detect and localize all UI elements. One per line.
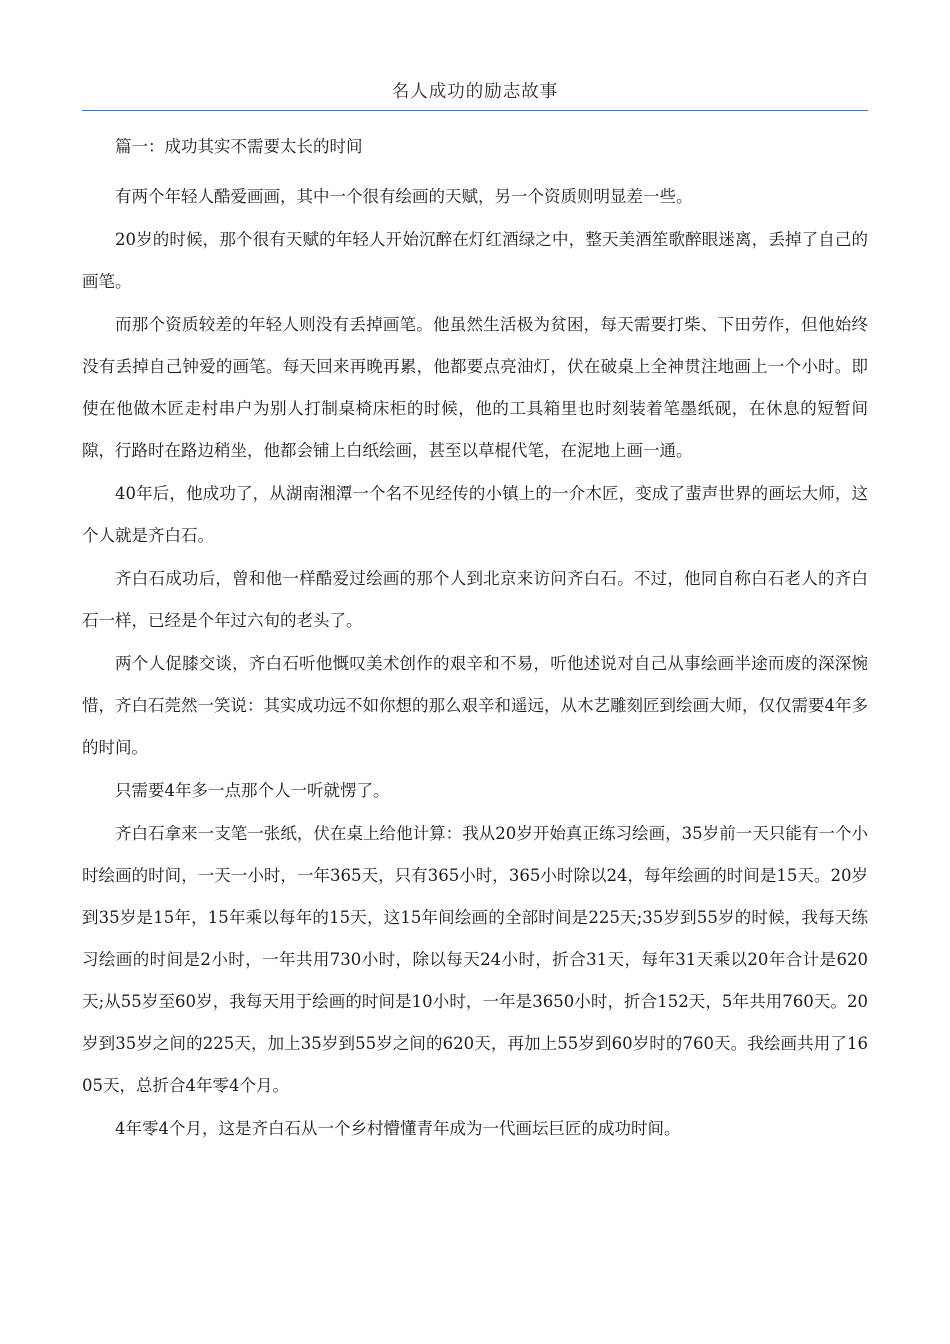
paragraph: 齐白石拿来一支笔一张纸，伏在桌上给他计算：我从20岁开始真正练习绘画，35岁前一天只能有一个小时绘画的时间，一天一小时，一年365天，只有365小时，365小时除以24，每年绘画的时间是15天。20岁到35岁是15年，15年乘以每年的15天，这15年间绘画的全部时间是225天;35岁到55岁的时候，我每天练习绘画的时间是2小时，一年共用730小时，除以每天24小时，折合31天，每年31天乘以20年合计是620天;从55岁至60岁，我每天用于绘画的时间是10小时，一年是3650小时，折合152天，5年共用760天。20岁到35岁之间的225天，加上35岁到55岁之间的620天，再加上55岁到60岁时的760天。我绘画共用了1605天，总折合4年零4个月。: [82, 824, 868, 1095]
paragraph: 而那个资质较差的年轻人则没有丢掉画笔。他虽然生活极为贫困，每天需要打柴、下田劳作，但他始终没有丢掉自己钟爱的画笔。每天回来再晚再累，他都要点亮油灯，伏在破桌上全神贯注地画上一个小时。即使在他做木匠走村串户为别人打制桌椅床柜的时候，他的工具箱里也时刻装着笔墨纸砚，在休息的短暂间隙，行路时在路边稍坐，他都会铺上白纸绘画，甚至以草棍代笔，在泥地上画一通。: [82, 315, 868, 460]
paragraph: 齐白石成功后，曾和他一样酷爱过绘画的那个人到北京来访问齐白石。不过，他同自称白石老人的齐白石一样，已经是个年过六旬的老头了。: [82, 569, 868, 630]
paragraph: 4年零4个月，这是齐白石从一个乡村懵懂青年成为一代画坛巨匠的成功时间。: [115, 1119, 681, 1138]
document-body: [82, 126, 868, 1150]
paragraph: 两个人促膝交谈，齐白石听他慨叹美术创作的艰辛和不易，听他述说对自己从事绘画半途而废的深深惋惜，齐白石莞然一笑说：其实成功远不如你想的那么艰辛和遥远，从木艺雕刻匠到绘画大师，仅仅需要4年多的时间。: [82, 654, 868, 757]
paragraph: 40年后，他成功了，从湖南湘潭一个名不见经传的小镇上的一介木匠，变成了蜚声世界的画坛大师，这个人就是齐白石。: [82, 484, 868, 545]
section-heading: 篇一：成功其实不需要太长的时间: [115, 137, 363, 156]
paragraph: 有两个年轻人酷爱画画，其中一个很有绘画的天赋，另一个资质则明显差一些。: [115, 187, 693, 206]
page-header: [82, 80, 868, 111]
paragraph: 只需要4年多一点那个人一听就愣了。: [115, 781, 390, 800]
paragraph: 20岁的时候，那个很有天赋的年轻人开始沉醉在灯红酒绿之中，整天美酒笙歌醉眼迷离，丢掉了自己的画笔。: [82, 230, 868, 291]
header-title: 名人成功的励志故事: [391, 82, 559, 102]
